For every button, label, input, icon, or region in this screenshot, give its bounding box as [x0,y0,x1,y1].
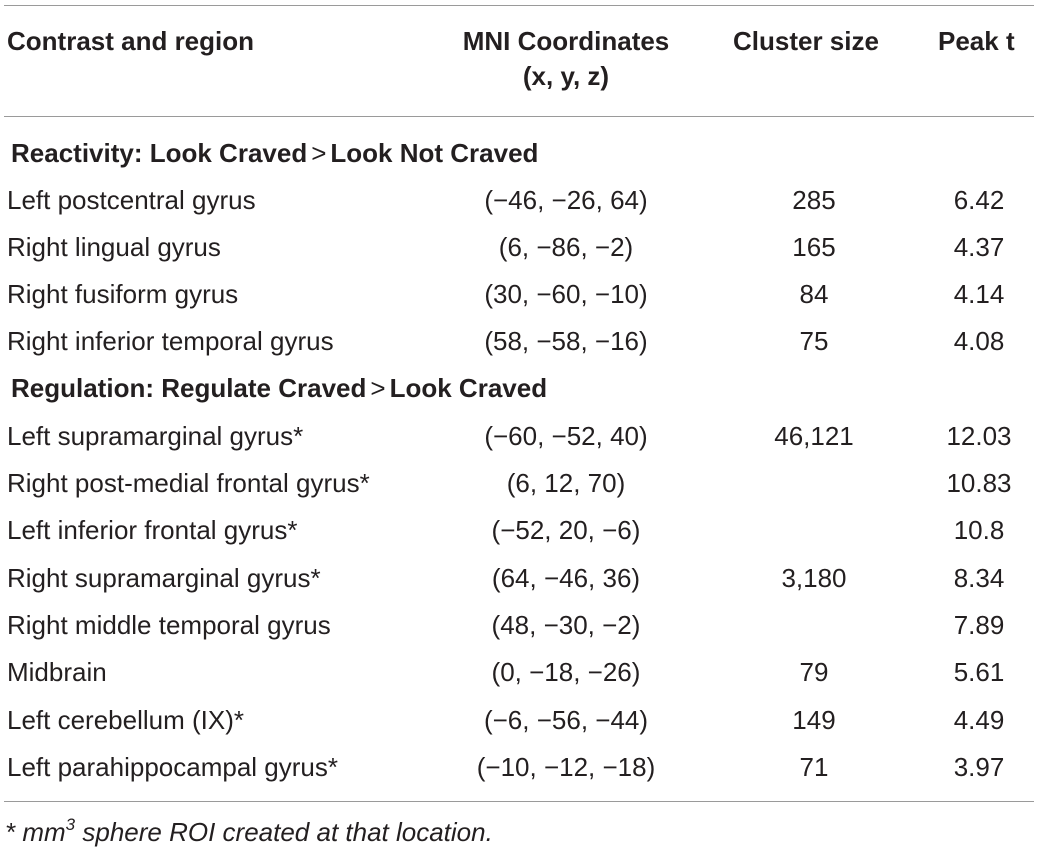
section-title-left: Regulation: Regulate Craved [11,373,367,403]
coords-cell: (58, −58, −16) [484,326,648,356]
region-cell: Left cerebellum (IX)* [7,705,244,735]
section-title-operator: > [370,373,386,403]
header-mni-coordinates [448,24,684,94]
table-bottom-rule [4,801,1034,802]
coords-cell: (6, 12, 70) [506,468,626,498]
region-cell: Right lingual gyrus [7,232,221,262]
coords-cell: (0, −18, −26) [491,657,641,687]
region-cell: Right middle temporal gyrus [7,610,331,640]
coords-cell: (−52, 20, −6) [491,515,641,545]
table-row [0,419,1039,453]
header-peak-t: Peak t [938,26,1015,56]
cluster-size-cell: 285 [792,185,836,215]
footnote-prefix: * mm [5,817,66,847]
region-cell: Left parahippocampal gyrus* [7,752,338,782]
table-top-rule [4,5,1034,6]
peak-t-cell: 4.49 [953,705,1005,735]
peak-t-cell: 6.42 [953,185,1005,215]
header-cluster-size: Cluster size [733,26,879,56]
header-divider-rule [4,116,1034,117]
coords-cell: (−46, −26, 64) [484,185,648,215]
coords-cell: (6, −86, −2) [498,232,634,262]
peak-t-cell: 10.83 [946,468,1012,498]
cluster-size-cell: 165 [792,232,836,262]
coords-cell: (−10, −12, −18) [476,752,656,782]
cluster-size-cell: 84 [799,279,829,309]
coords-cell: (30, −60, −10) [484,279,648,309]
coords-cell: (64, −46, 36) [491,563,641,593]
section-title-left: Reactivity: Look Craved [11,138,308,168]
coords-cell: (−6, −56, −44) [483,705,649,735]
peak-t-cell: 8.34 [953,563,1005,593]
section-title-reactivity [11,136,538,170]
peak-t-cell: 12.03 [946,421,1012,451]
cluster-size-cell: 71 [799,752,829,782]
table-row [0,183,1039,217]
peak-t-cell: 7.89 [953,610,1005,640]
region-cell: Right post-medial frontal gyrus* [7,468,370,498]
region-cell: Midbrain [7,657,107,687]
cluster-size-cell: 79 [799,657,829,687]
peak-t-cell: 5.61 [953,657,1005,687]
header-mni-line2: (x, y, z) [522,61,610,91]
table-row [0,324,1039,358]
cluster-size-cell: 149 [792,705,836,735]
table-footnote [5,815,493,849]
region-cell: Right fusiform gyrus [7,279,239,309]
table-row [0,703,1039,737]
table-row [0,750,1039,784]
coords-cell: (48, −30, −2) [491,610,641,640]
header-contrast-region: Contrast and region [7,26,255,56]
peak-t-cell: 10.8 [953,515,1005,545]
table-row [0,513,1039,547]
region-cell: Left inferior frontal gyrus* [7,515,298,545]
coords-cell: (−60, −52, 40) [484,421,648,451]
peak-t-cell: 4.37 [953,232,1005,262]
peak-t-cell: 4.08 [953,326,1005,356]
cluster-size-cell: 46,121 [774,421,854,451]
region-cell: Left postcentral gyrus [7,185,256,215]
table-row [0,608,1039,642]
section-title-right: Look Not Craved [330,138,539,168]
section-title-right: Look Craved [389,373,548,403]
section-title-regulation [11,371,547,405]
region-cell: Right supramarginal gyrus* [7,563,321,593]
section-title-operator: > [311,138,327,168]
peak-t-cell: 3.97 [953,752,1005,782]
table-row [0,655,1039,689]
footnote-suffix: sphere ROI created at that location. [75,817,493,847]
table-row [0,230,1039,264]
footnote-superscript: 3 [65,815,76,834]
table-row [0,561,1039,595]
table-row [0,466,1039,500]
peak-t-cell: 4.14 [953,279,1005,309]
cluster-size-cell: 75 [799,326,829,356]
cluster-size-cell: 3,180 [781,563,847,593]
region-cell: Left supramarginal gyrus* [7,421,304,451]
header-mni-line1: MNI Coordinates [462,26,670,56]
region-cell: Right inferior temporal gyrus [7,326,334,356]
table-row [0,277,1039,311]
